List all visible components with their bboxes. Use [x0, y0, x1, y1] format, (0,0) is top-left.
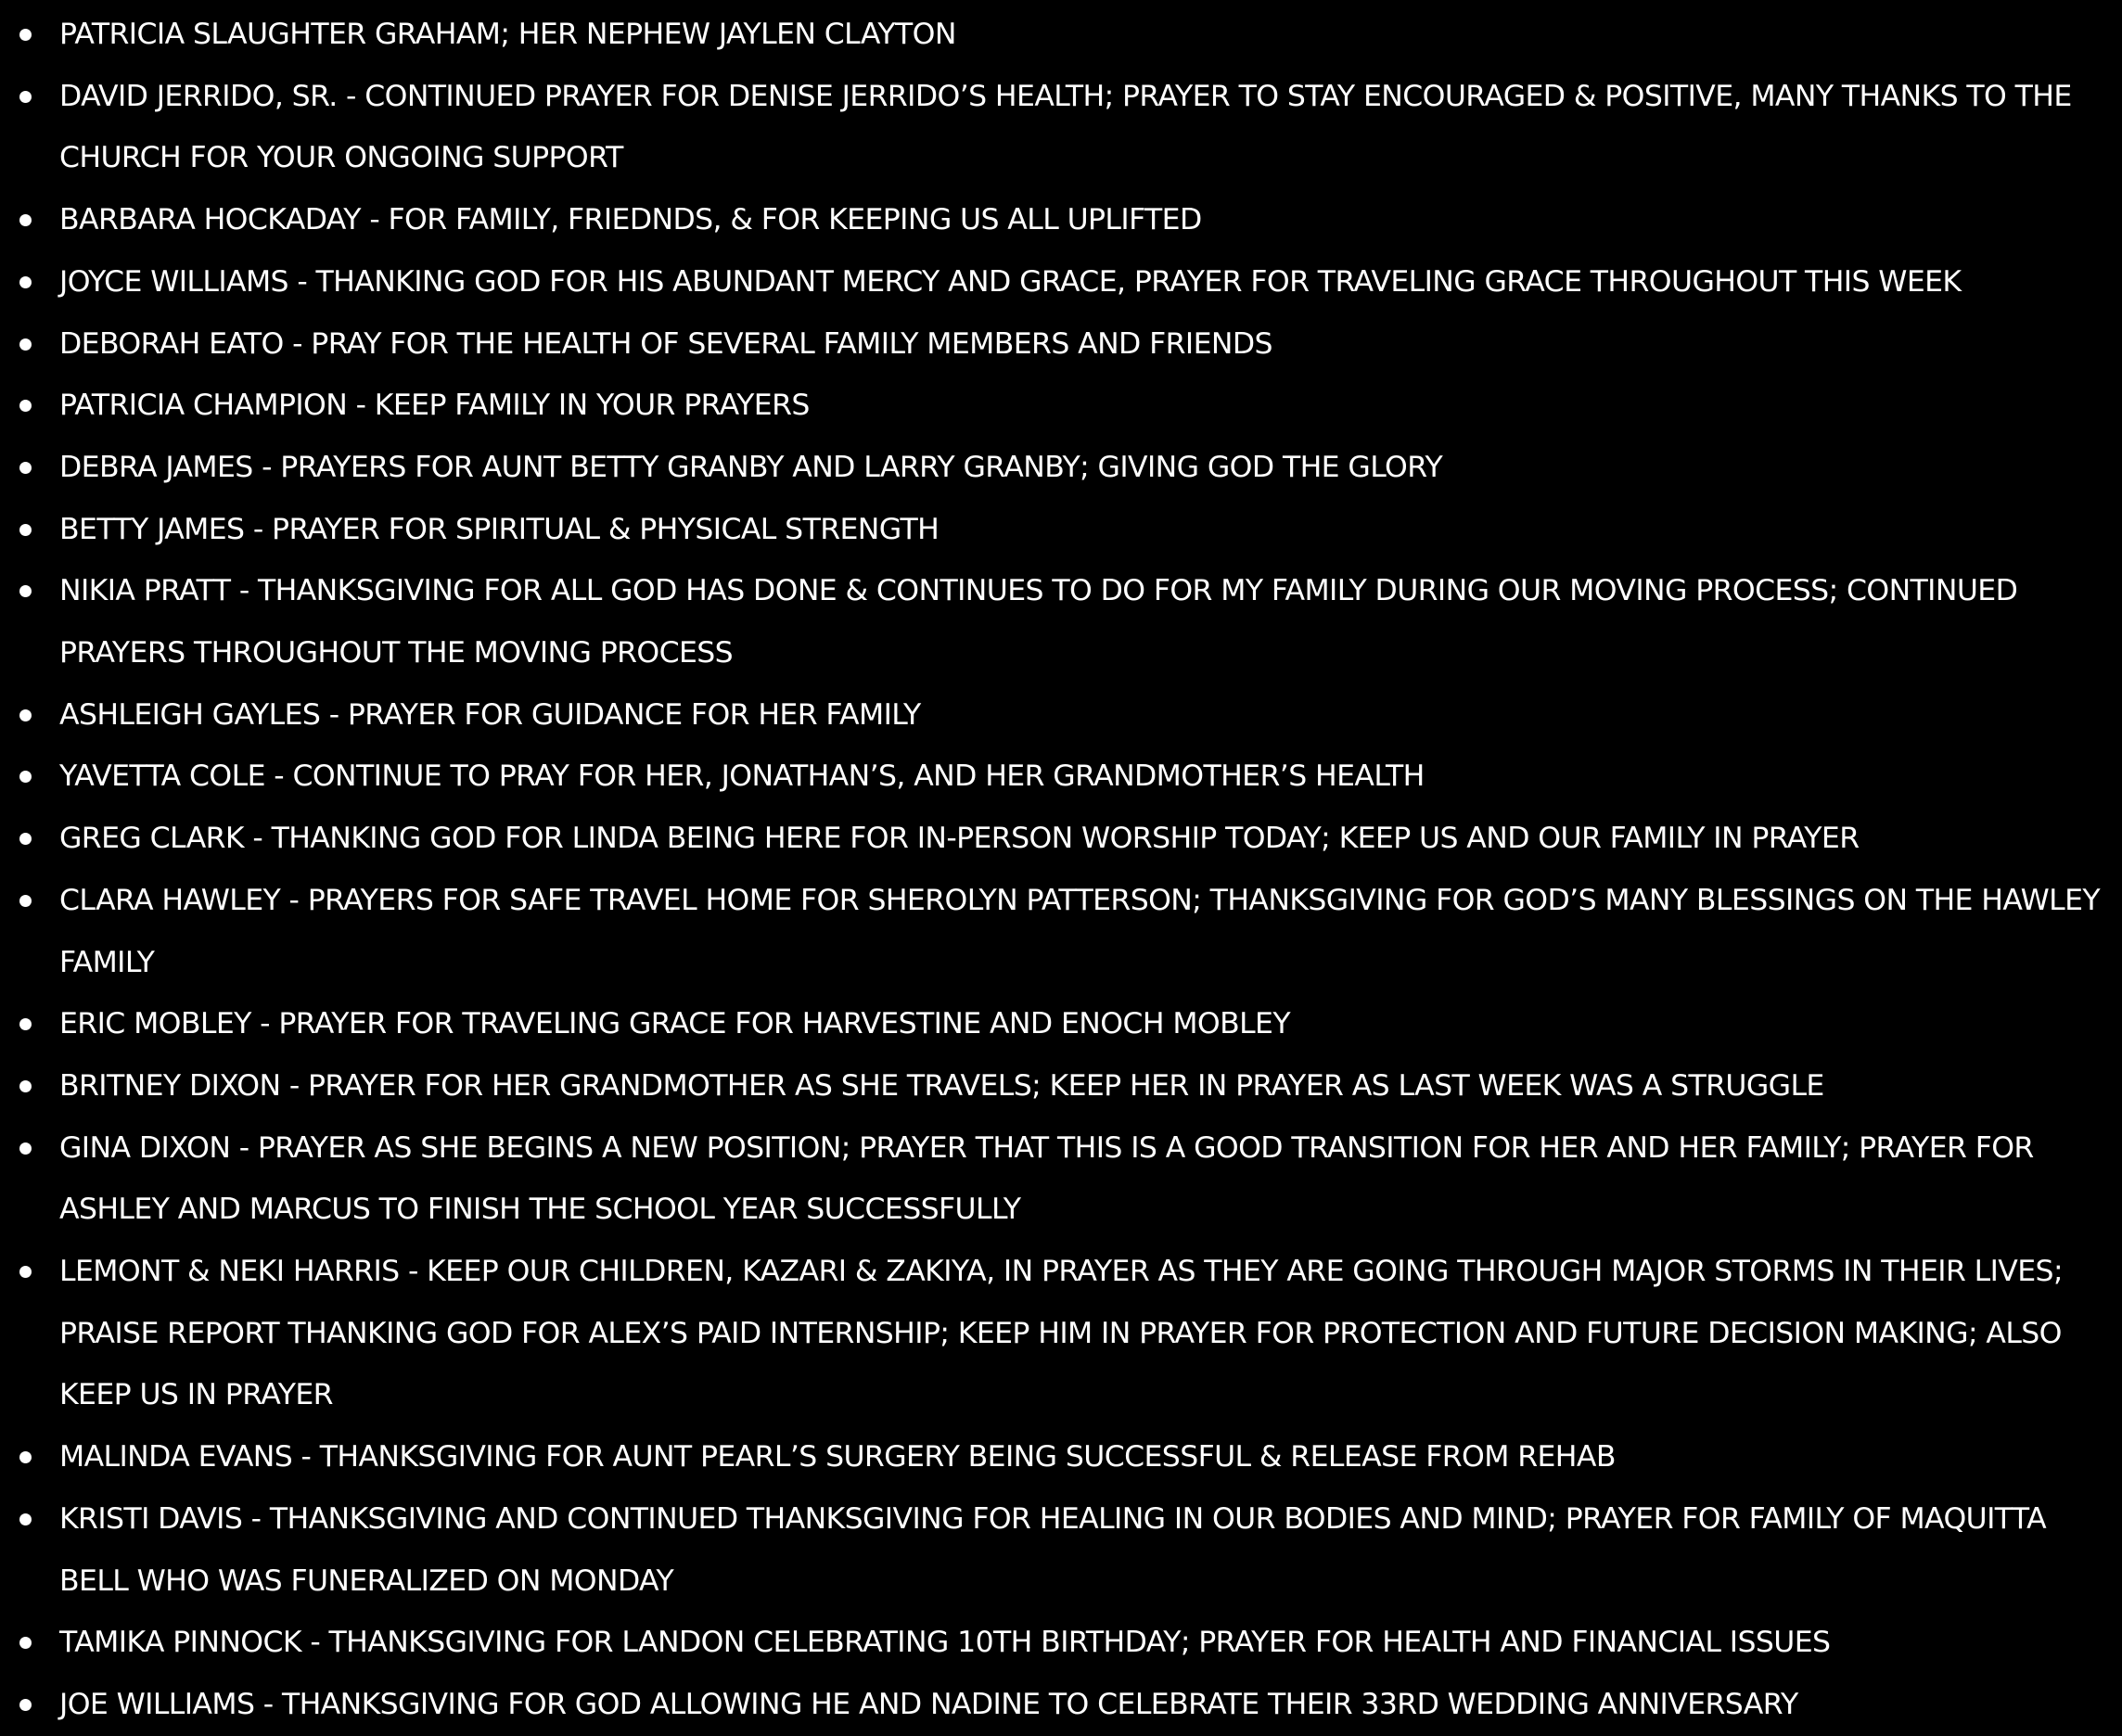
list-item	[0, 1612, 2122, 1674]
prayer-request-text: ERIC MOBLEY - PRAYER FOR TRAVELING GRACE FOR HARVESTINE AND ENOCH MOBLEY	[59, 1007, 1290, 1041]
bullet-icon	[19, 1266, 32, 1278]
list-item	[0, 1674, 2122, 1736]
prayer-request-text: DEBORAH EATO - PRAY FOR THE HEALTH OF SEVERAL FAMILY MEMBERS AND FRIENDS	[59, 326, 1272, 361]
prayer-request-text: NIKIA PRATT - THANKSGIVING FOR ALL GOD HAS DONE & CONTINUES TO DO FOR MY FAMILY DURING OUR MOVING PROCESS; CONTINUED PRAYERS THROUGHOUT THE MOVING PROCESS	[59, 574, 2018, 670]
bullet-icon	[19, 1018, 32, 1030]
prayer-request-text: PATRICIA SLAUGHTER GRAHAM; HER NEPHEW JAYLEN CLAYTON	[59, 18, 956, 51]
bullet-icon	[19, 1142, 32, 1155]
bullet-icon	[19, 524, 32, 536]
bullet-icon	[19, 276, 32, 288]
list-item	[0, 1055, 2122, 1117]
bullet-icon	[19, 1637, 32, 1649]
prayer-request-text: JOE WILLIAMS - THANKSGIVING FOR GOD ALLOWING HE AND NADINE TO CELEBRATE THEIR 33RD WEDDING ANNIVERSARY	[59, 1687, 1798, 1721]
list-item	[0, 313, 2122, 376]
bullet-icon	[19, 1080, 32, 1092]
prayer-request-text: LEMONT & NEKI HARRIS - KEEP OUR CHILDREN, KAZARI & ZAKIYA, IN PRAYER AS THEY ARE GOING THROUGH MAJOR STORMS IN THEIR LIVES; PRAISE REPORT THANKING GOD FOR ALEX’S PAID INTERNSHIP; KEEP HIM IN PRAYER FOR PROTECTION AND FUTURE DECISION MAKING; ALSO KEEP US IN PRAYER	[59, 1255, 2063, 1412]
list-item	[0, 808, 2122, 870]
list-item	[0, 251, 2122, 313]
bullet-icon	[19, 709, 32, 721]
bullet-icon	[19, 91, 32, 103]
bullet-icon	[19, 585, 32, 597]
list-item	[0, 1426, 2122, 1488]
list-item	[0, 1117, 2122, 1241]
bullet-icon	[19, 1451, 32, 1463]
prayer-request-text: DEBRA JAMES - PRAYERS FOR AUNT BETTY GRANBY AND LARRY GRANBY; GIVING GOD THE GLORY	[59, 450, 1443, 484]
bullet-icon	[19, 771, 32, 783]
prayer-request-text: ASHLEIGH GAYLES - PRAYER FOR GUIDANCE FOR HER FAMILY	[59, 697, 921, 732]
bullet-icon	[19, 1513, 32, 1525]
prayer-request-text: KRISTI DAVIS - THANKSGIVING AND CONTINUED THANKSGIVING FOR HEALING IN OUR BODIES AND MIND; PRAYER FOR FAMILY OF MAQUITTA BELL WHO WAS FUNERALIZED ON MONDAY	[59, 1501, 2047, 1598]
list-item	[0, 684, 2122, 747]
bullet-icon	[19, 833, 32, 845]
list-item	[0, 189, 2122, 251]
prayer-request-text: GREG CLARK - THANKING GOD FOR LINDA BEING HERE FOR IN-PERSON WORSHIP TODAY; KEEP US AND OUR FAMILY IN PRAYER	[59, 822, 1860, 856]
list-item	[0, 993, 2122, 1055]
prayer-request-list	[0, 4, 2122, 1736]
prayer-request-text: PATRICIA CHAMPION - KEEP FAMILY IN YOUR PRAYERS	[59, 389, 810, 423]
list-item	[0, 66, 2122, 189]
bullet-icon	[19, 400, 32, 412]
prayer-request-text: CLARA HAWLEY - PRAYERS FOR SAFE TRAVEL HOME FOR SHEROLYN PATTERSON; THANKSGIVING FOR GOD’S MANY BLESSINGS ON THE HAWLEY FAMILY	[59, 883, 2101, 979]
bullet-icon	[19, 1699, 32, 1711]
list-item	[0, 375, 2122, 437]
bullet-icon	[19, 29, 32, 41]
list-item	[0, 437, 2122, 499]
prayer-request-text: TAMIKA PINNOCK - THANKSGIVING FOR LANDON CELEBRATING 10TH BIRTHDAY; PRAYER FOR HEALTH AND FINANCIAL ISSUES	[59, 1626, 1831, 1660]
prayer-request-text: JOYCE WILLIAMS - THANKING GOD FOR HIS ABUNDANT MERCY AND GRACE, PRAYER FOR TRAVELING GRACE THROUGHOUT THIS WEEK	[59, 264, 1962, 299]
bullet-icon	[19, 338, 32, 351]
list-item	[0, 560, 2122, 683]
prayer-request-text: GINA DIXON - PRAYER AS SHE BEGINS A NEW POSITION; PRAYER THAT THIS IS A GOOD TRANSITION FOR HER AND HER FAMILY; PRAYER FOR ASHLEY AND MARCUS TO FINISH THE SCHOOL YEAR SUCCESSFULLY	[59, 1130, 2034, 1227]
list-item	[0, 499, 2122, 561]
prayer-request-text: BARBARA HOCKADAY - FOR FAMILY, FRIEDNDS, & FOR KEEPING US ALL UPLIFTED	[59, 203, 1202, 237]
prayer-request-text: MALINDA EVANS - THANKSGIVING FOR AUNT PEARL’S SURGERY BEING SUCCESSFUL & RELEASE FROM REHAB	[59, 1440, 1616, 1474]
prayer-request-text: BETTY JAMES - PRAYER FOR SPIRITUAL & PHYSICAL STRENGTH	[59, 512, 940, 546]
list-item	[0, 1488, 2122, 1612]
bullet-icon	[19, 895, 32, 907]
prayer-request-text: YAVETTA COLE - CONTINUE TO PRAY FOR HER, JONATHAN’S, AND HER GRANDMOTHER’S HEALTH	[59, 760, 1425, 794]
prayer-request-text: DAVID JERRIDO, SR. - CONTINUED PRAYER FOR DENISE JERRIDO’S HEALTH; PRAYER TO STAY ENCOURAGED & POSITIVE, MANY THANKS TO THE CHURCH FOR YOUR ONGOING SUPPORT	[59, 79, 2072, 175]
prayer-request-text: BRITNEY DIXON - PRAYER FOR HER GRANDMOTHER AS SHE TRAVELS; KEEP HER IN PRAYER AS LAST WEEK WAS A STRUGGLE	[59, 1068, 1824, 1103]
bullet-icon	[19, 462, 32, 474]
bullet-icon	[19, 214, 32, 226]
list-item	[0, 870, 2122, 993]
list-item	[0, 4, 2122, 66]
list-item	[0, 1241, 2122, 1426]
list-item	[0, 746, 2122, 808]
